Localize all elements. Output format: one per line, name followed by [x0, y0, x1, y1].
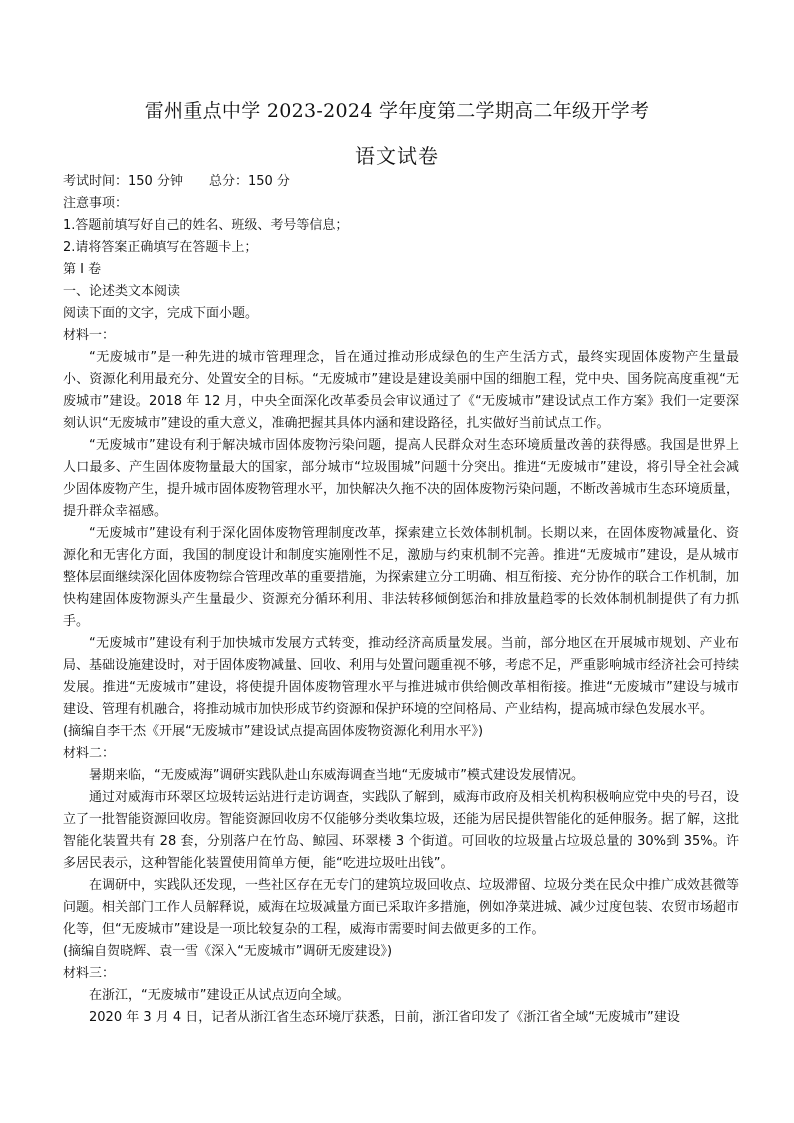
exam-title: 雷州重点中学 2023-2024 学年度第二学期高二年级开学考	[144, 100, 650, 122]
exam-subtitle: 语文试卷	[355, 144, 439, 168]
material-1-paragraph: “无废城市”建设有利于深化固体废物管理制度改革，探索建立长效体制机制。长期以来，在固体废物减量化、资源化和无害化方面，我国的制度设计和制度实施刚性不足，激励与约束机制不完善。推进“无废城市”建设，是从城市整体层面继续深化固体废物综合管理改革的重要措施，为探索建立分工明确、相互衔接、充分协作的联合工作机制，加快构建固体废物源头产生量最少、资源充分循环利用、非法转移倾倒惩治和排放量趋零的长效体制机制提供了有力抓手。	[63, 526, 740, 629]
material-2-paragraph: 暑期来临，“无废威海”调研实践队赴山东威海调查当地“无废城市”模式建设发展情况。	[89, 768, 584, 783]
material-3-heading: 材料三：	[63, 966, 116, 981]
material-2-heading: 材料二：	[63, 746, 116, 761]
material-2-paragraph: 在调研中，实践队还发现，一些社区存在无专门的建筑垃圾回收点、垃圾滞留、垃圾分类在民众中推广成效甚微等问题。相关部门工作人员解释说，威海在垃圾减量方面已采取许多措施，例如净菜进城、减少过度包装、农贸市场超市化等，但“无废城市”建设是一项比较复杂的工程，威海市需要时间去做更多的工作。	[63, 878, 740, 937]
material-2-paragraph: 通过对威海市环翠区垃圾转运站进行走访调查，实践队了解到，威海市政府及相关机构积极响应党中央的号召，设立了一批智能资源回收房。智能资源回收房不仅能够分类收集垃圾，还能为居民提供智能化的延伸服务。据了解，这批智能化装置共有 28 套，分别落户在竹岛、鲸园、环翠楼 3 个街道。可回收的垃圾量占垃圾总量的 30%到 35%。许多居民表示，这种智能化装置使用简单方便，能“吃进垃圾吐出钱”。	[63, 790, 740, 871]
material-1-paragraph: “无废城市”是一种先进的城市管理理念，旨在通过推动形成绿色的生产生活方式，最终实现固体废物产生量最小、资源化利用最充分、处置安全的目标。“无废城市”建设是建设美丽中国的细胞工程，党中央、国务院高度重视“无废城市”建设。2018 年 12 月，中央全面深化改革委员会审议通过了《“无废城市”建设试点工作方案》我们一定要深刻认识“无废城市”建设的重大意义，准确把握其具体内涵和建设路径，扎实做好当前试点工作。	[63, 350, 739, 431]
section-heading: 一、论述类文本阅读	[63, 284, 181, 299]
volume-label: 第 I 卷	[63, 262, 102, 277]
material-1-paragraph: “无废城市”建设有利于加快城市发展方式转变，推动经济高质量发展。当前，部分地区在开展城市规划、产业布局、基础设施建设时，对于固体废物减量、回收、利用与处置问题重视不够，考虑不足，严重影响城市经济社会可持续发展。推进“无废城市”建设，将使提升固体废物管理水平与推进城市供给侧改革相衔接。推进“无废城市”建设与城市建设、管理有机融合，将推动城市加快形成节约资源和保护环境的空间格局、产业结构，提高城市绿色发展水平。	[63, 636, 740, 717]
material-3-paragraph: 2020 年 3 月 4 日，记者从浙江省生态环境厅获悉，日前，浙江省印发了《浙江省全域“无废城市”建设	[89, 1010, 680, 1025]
notice-item-2: 2.请将答案正确填写在答题卡上；	[63, 240, 258, 255]
reading-instruction: 阅读下面的文字，完成下面小题。	[63, 306, 259, 321]
exam-content	[63, 171, 739, 1029]
material-2-source: (摘编自贺晓辉、袁一雪《深入“无废城市”调研无废建设》)	[63, 944, 393, 959]
exam-time-score: 考试时间：150 分钟 总分：150 分	[63, 174, 290, 189]
material-3-paragraph: 在浙江，“无废城市”建设正从试点迈向全域。	[89, 988, 350, 1003]
material-1-heading: 材料一：	[63, 328, 116, 343]
material-1-paragraph: “无废城市”建设有利于解决城市固体废物污染问题，提高人民群众对生态环境质量改善的获得感。我国是世界上人口最多、产生固体废物量最大的国家，部分城市“垃圾围城”问题十分突出。推进“无废城市”建设，将引导全社会减少固体废物产生，提升城市固体废物管理水平，加快解决久拖不决的固体废物污染问题，不断改善城市生态环境质量，提升群众幸福感。	[63, 438, 740, 519]
material-1-source: (摘编自李干杰《开展“无废城市”建设试点提高固体废物资源化利用水平》)	[63, 724, 484, 739]
notice-title: 注意事项：	[63, 196, 129, 211]
notice-item-1: 1.答题前填写好自己的姓名、班级、考号等信息；	[63, 218, 349, 233]
